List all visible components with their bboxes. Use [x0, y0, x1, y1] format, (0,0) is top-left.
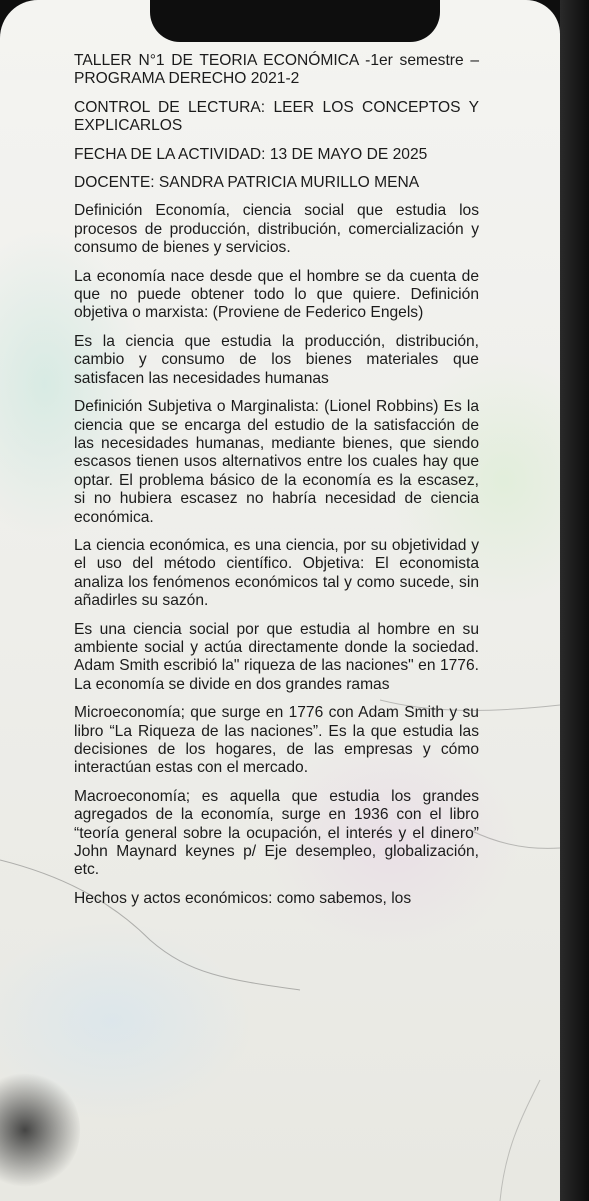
- paragraph: Es la ciencia que estudia la producción, distribución, cambio y consumo de los bienes materiales que satisfacen las necesidades humanas: [74, 332, 479, 387]
- phone-notch: [150, 0, 440, 42]
- paragraph: Macroeconomía; es aquella que estudia los grandes agregados de la economía, surge en 1936 con el libro “teoría general sobre la ocupación, el interés y el dinero” John Maynard keynes p/ Eje desempleo, globalización, etc.: [74, 787, 479, 879]
- phone-bezel: [560, 0, 589, 1201]
- paragraph: La ciencia económica, es una ciencia, por su objetividad y el uso del método científico. Objetiva: El economista analiza los fenómenos económicos tal y como sucede, sin añadirles su sazón.: [74, 536, 479, 610]
- paragraph: La economía nace desde que el hombre se da cuenta de que no puede obtener todo lo que quiere. Definición objetiva o marxista: (Proviene de Federico Engels): [74, 267, 479, 322]
- finger-shadow: [0, 1070, 80, 1190]
- header-line-2: CONTROL DE LECTURA: LEER LOS CONCEPTOS Y EXPLICARLOS: [74, 98, 479, 135]
- paragraph: Microeconomía; que surge en 1776 con Adam Smith y su libro “La Riqueza de las naciones”. Es la que estudia las decisiones de los hogares, de las empresas y cómo interactúan estas con el mercado.: [74, 704, 479, 777]
- header-line-3: FECHA DE LA ACTIVIDAD: 13 DE MAYO DE 2025: [74, 145, 428, 163]
- header-line-1: TALLER N°1 DE TEORIA ECONÓMICA -1er semestre –PROGRAMA DERECHO 2021-2: [74, 52, 479, 88]
- document-page: [74, 52, 479, 918]
- paragraph: Definición Subjetiva o Marginalista: (Lionel Robbins) Es la ciencia que se encarga del estudio de la satisfacción de las necesidades humanas, mediante bienes, que siendo escasos tienen usos alternativos entre los cuales hay que optar. El problema básico de la economía es la escasez, si no hubiera escasez no habría necesidad de ciencia económica.: [74, 398, 479, 526]
- paragraph-cut-off: Hechos y actos económicos: como sabemos, los: [74, 889, 412, 907]
- paragraph: Definición Economía, ciencia social que estudia los procesos de producción, distribución, comercialización y consumo de bienes y servicios.: [74, 202, 479, 257]
- paragraph: Es una ciencia social por que estudia al hombre en su ambiente social y actúa directamente donde la sociedad. Adam Smith escribió la" riqueza de las naciones" en 1776. La economía se divide en dos grandes ramas: [74, 620, 479, 693]
- header-line-4: DOCENTE: SANDRA PATRICIA MURILLO MENA: [74, 174, 420, 192]
